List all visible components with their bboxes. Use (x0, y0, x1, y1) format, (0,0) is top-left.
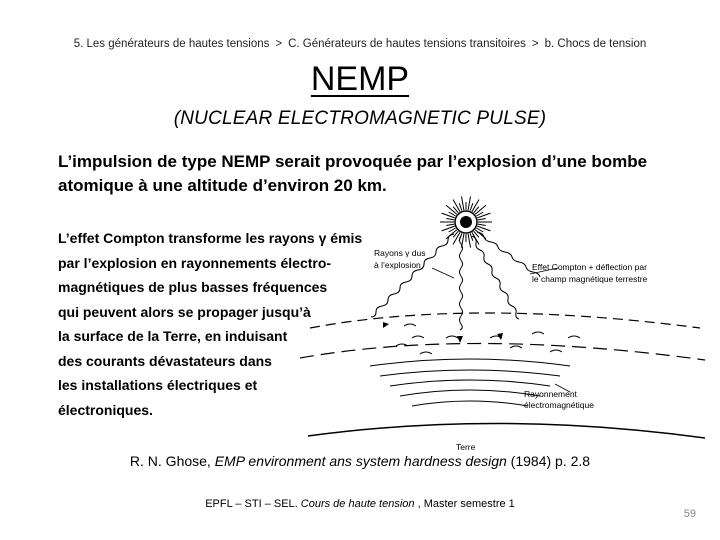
intro-paragraph: L’impulsion de type NEMP serait provoquée par l’explosion d’une bombe atomique à une altitude d’environ 20 km. (58, 152, 648, 195)
burst-ray (459, 203, 462, 211)
figure-citation (0, 453, 720, 469)
compton-line: magnétiques de plus basses fréquences (58, 279, 328, 295)
page-number: 59 (683, 508, 696, 520)
gamma-rays (371, 232, 540, 330)
breadcrumb-separator: > (531, 38, 539, 50)
burst-ray (468, 234, 470, 248)
burst-ray (446, 224, 454, 225)
burst-ray (470, 203, 473, 211)
citation-author: R. N. Ghose, (129, 453, 215, 469)
compton-line: les installations électriques et (58, 377, 258, 393)
breadcrumb-separator: > (275, 38, 283, 50)
nemp-diagram (300, 188, 710, 460)
slide-footer (0, 498, 720, 510)
breadcrumb-item-section: C. Générateurs de hautes tensions transitoires (288, 38, 526, 50)
label-gamma-rays-line1: Rayons γ dus (374, 248, 426, 258)
ray-arrowheads (383, 322, 503, 343)
label-compton-line2: le champ magnétique terrestre (532, 274, 648, 284)
burst-ray (472, 199, 479, 211)
compton-line: L’effet Compton transforme les rayons γ émis (58, 230, 363, 246)
slide-subtitle: (NUCLEAR ELECTROMAGNETIC PULSE) (173, 108, 547, 129)
burst-ray (468, 196, 470, 210)
earth-surface (308, 423, 705, 438)
compton-line: la surface de la Terre, en induisant (58, 328, 288, 344)
breadcrumb-item-subsection: b. Chocs de tension (544, 38, 647, 50)
burst-ray (470, 233, 473, 241)
citation-work: EMP environment ans system hardness design (214, 453, 507, 469)
field-arrows (396, 324, 580, 354)
label-em-radiation-line1: Rayonnement (524, 389, 577, 399)
label-em-radiation-line2: électromagnétique (524, 400, 594, 410)
burst-ray (446, 219, 454, 220)
burst-ray (478, 219, 486, 220)
footer-org: EPFL – STI – SEL. (205, 498, 301, 510)
label-gamma-rays-line2: à l’explosion (374, 260, 421, 270)
footer-course: Cours de haute tension (300, 498, 415, 510)
citation-details: (1984) p. 2.8 (506, 453, 591, 469)
compton-line: électroniques. (58, 401, 153, 418)
compton-line: qui peuvent alors se propager jusqu’à (58, 303, 311, 320)
breadcrumb-item-chapter: 5. Les générateurs de hautes tensions (73, 38, 270, 50)
label-compton-line1: Effet Compton + déflection par (532, 262, 647, 272)
burst-ray (453, 199, 460, 211)
footer-program: , Master semestre 1 (414, 498, 515, 510)
breadcrumb (0, 38, 720, 50)
burst-ray (453, 232, 460, 244)
burst-ray (478, 224, 486, 225)
label-leaders (432, 268, 570, 392)
atmosphere-layers (300, 313, 705, 360)
slide-title: NEMP (310, 60, 410, 98)
burst-ray (461, 196, 463, 210)
compton-line: par l’explosion en rayonnements électro- (58, 254, 332, 271)
compton-line: des courants dévastateurs dans (58, 352, 272, 369)
label-earth: Terre (456, 442, 476, 452)
